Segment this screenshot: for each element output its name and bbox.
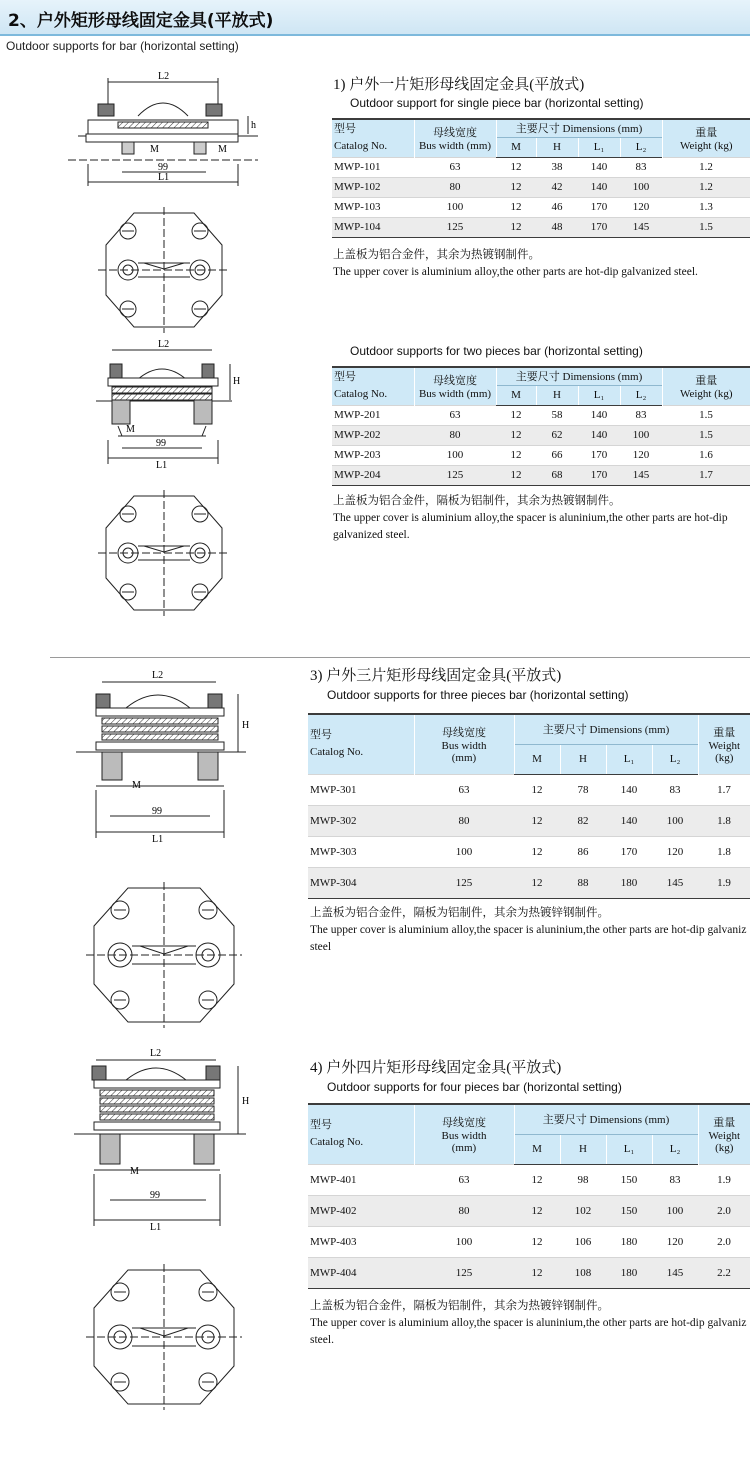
section-4-note-cn: 上盖板为铝合金件，隔板为铝制件，其余为热镀锌钢制件。 [310,1300,609,1312]
cell-m: 12 [496,157,536,177]
section-2-note-cn: 上盖板为铝合金件，隔板为铝制件，其余为热镀钢制件。 [333,495,621,507]
cell-m: 12 [496,217,536,237]
cell-bus-width: 63 [414,405,496,425]
cell-bus-width: 125 [414,465,496,485]
cell-catalog: MWP-304 [308,867,414,898]
table-row [308,805,750,836]
cell-m: 12 [514,836,560,867]
section-2-note-en-1: The upper cover is aluminium alloy,the spacer is aluninium,the other parts are hot-dip [333,512,728,524]
label-l1: L1 [158,172,170,183]
label-l1-4: L1 [150,1222,162,1233]
cell-l1: 150 [606,1195,652,1226]
section-2-subtitle: Outdoor supports for two pieces bar (horizontal setting) [350,344,643,358]
cell-l1: 180 [606,1226,652,1257]
drawing-four-top-view [84,1262,244,1412]
cell-weight: 1.9 [698,1164,750,1195]
header-h: H [536,385,578,405]
section-3-note [310,905,750,956]
cell-bus-width: 100 [414,197,496,217]
table-row [332,157,750,177]
header-l2: L₂ [652,1134,698,1164]
label-99-3: 99 [152,806,162,817]
header-catalog: 型号 Catalog No. [308,714,414,774]
cell-h: 102 [560,1195,606,1226]
cell-l1: 140 [606,805,652,836]
table-row [308,836,750,867]
label-m-4: M [130,1166,139,1177]
table-row [332,405,750,425]
cell-bus-width: 80 [414,177,496,197]
cell-l2: 100 [620,177,662,197]
cell-l2: 145 [652,867,698,898]
cell-bus-width: 125 [414,1257,514,1288]
cell-weight: 1.5 [662,425,750,445]
cell-m: 12 [496,197,536,217]
cell-l1: 170 [578,445,620,465]
cell-l1: 140 [606,774,652,805]
drawing-three-top-view [84,880,244,1030]
label-m2: M [218,144,227,155]
cell-catalog: MWP-101 [332,157,414,177]
section-1-note-cn: 上盖板为铝合金件，其余为热镀钢制件。 [333,249,540,261]
cell-weight: 2.0 [698,1226,750,1257]
cell-h: 66 [536,445,578,465]
cell-catalog: MWP-202 [332,425,414,445]
cell-weight: 2.2 [698,1257,750,1288]
cell-h: 106 [560,1226,606,1257]
cell-l1: 140 [578,157,620,177]
table-row [308,774,750,805]
section-4-table [308,1103,750,1289]
cell-weight: 1.7 [698,774,750,805]
cell-weight: 1.3 [662,197,750,217]
cell-h: 46 [536,197,578,217]
cell-h: 88 [560,867,606,898]
header-catalog: 型号 Catalog No. [332,367,414,405]
section-3-subtitle: Outdoor supports for three pieces bar (horizontal setting) [327,688,629,702]
cell-catalog: MWP-201 [332,405,414,425]
label-99-2: 99 [156,438,166,449]
cell-bus-width: 63 [414,157,496,177]
cell-l2: 83 [620,157,662,177]
cell-weight: 1.8 [698,805,750,836]
table-row [308,1257,750,1288]
cell-h: 78 [560,774,606,805]
cell-catalog: MWP-403 [308,1226,414,1257]
header-l1: L₁ [578,385,620,405]
cell-l2: 100 [652,805,698,836]
section-4-subtitle: Outdoor supports for four pieces bar (horizontal setting) [327,1080,622,1094]
cell-l1: 170 [606,836,652,867]
header-bus-width: 母线宽度 Bus width (mm) [414,1104,514,1164]
header-h: H [536,137,578,157]
header-weight: 重量 Weight (kg) [662,119,750,157]
cell-l2: 145 [620,217,662,237]
header-catalog: 型号 Catalog No. [308,1104,414,1164]
section-2-note [333,493,728,544]
cell-l1: 170 [578,197,620,217]
cell-catalog: MWP-104 [332,217,414,237]
cell-m: 12 [496,465,536,485]
header-dimensions: 主要尺寸 Dimensions (mm) [514,1104,698,1134]
cell-catalog: MWP-301 [308,774,414,805]
cell-l1: 180 [606,1257,652,1288]
cell-catalog: MWP-203 [332,445,414,465]
label-l1-3: L1 [152,834,164,845]
header-l2: L₂ [652,744,698,774]
cell-m: 12 [514,1195,560,1226]
header-l1: L₁ [606,744,652,774]
section-1-table [332,118,750,238]
cell-bus-width: 125 [414,867,514,898]
cell-bus-width: 80 [414,1195,514,1226]
cell-m: 12 [496,425,536,445]
cell-bus-width: 63 [414,1164,514,1195]
drawing-single-side-view [58,68,268,193]
cell-bus-width: 63 [414,774,514,805]
section-3-title: 3) 户外三片矩形母线固定金具(平放式) [310,668,562,684]
cell-m: 12 [514,805,560,836]
header-weight: 重量 Weight (kg) [662,367,750,405]
cell-l2: 120 [652,1226,698,1257]
header-m: M [514,1134,560,1164]
header-l1: L₁ [606,1134,652,1164]
cell-l2: 120 [652,836,698,867]
section-3-note-en-1: The upper cover is aluminium alloy,the spacer is aluninium,the other parts are hot-dip galvaniz [310,924,747,936]
cell-h: 86 [560,836,606,867]
cell-weight: 1.6 [662,445,750,465]
cell-h: 42 [536,177,578,197]
header-m: M [496,385,536,405]
cell-h: 82 [560,805,606,836]
cell-bus-width: 80 [414,425,496,445]
header-m: M [496,137,536,157]
cell-l2: 120 [620,197,662,217]
cell-catalog: MWP-204 [332,465,414,485]
page-subtitle: Outdoor supports for bar (horizontal setting) [6,39,239,53]
cell-l1: 180 [606,867,652,898]
cell-bus-width: 100 [414,836,514,867]
section-2-note-en-2: galvanized steel. [333,529,410,541]
header-bus-width: 母线宽度 Bus width (mm) [414,714,514,774]
cell-bus-width: 80 [414,805,514,836]
cell-catalog: MWP-302 [308,805,414,836]
section-2-table [332,366,750,486]
cell-l2: 83 [652,1164,698,1195]
drawing-four-side-view [66,1044,256,1234]
page-header [0,0,750,36]
cell-h: 62 [536,425,578,445]
cell-weight: 1.2 [662,177,750,197]
drawing-single-top-view [94,205,234,335]
cell-l1: 170 [578,217,620,237]
table-row [308,1195,750,1226]
table-row [308,1226,750,1257]
cell-catalog: MWP-102 [332,177,414,197]
cell-weight: 2.0 [698,1195,750,1226]
cell-l2: 83 [620,405,662,425]
drawing-two-top-view [94,488,234,618]
cell-l1: 170 [578,465,620,485]
header-bus-width: 母线宽度 Bus width (mm) [414,367,496,405]
section-1-title: 1) 户外一片矩形母线固定金具(平放式) [333,77,585,93]
label-l2: L2 [158,71,170,82]
section-3-note-cn: 上盖板为铝合金件，隔板为铝制件，其余为热镀锌钢制件。 [310,907,609,919]
cell-weight: 1.7 [662,465,750,485]
cell-l1: 140 [578,177,620,197]
table-row [332,177,750,197]
cell-catalog: MWP-402 [308,1195,414,1226]
table-row [308,867,750,898]
header-l1: L₁ [578,137,620,157]
cell-catalog: MWP-303 [308,836,414,867]
header-weight: 重量 Weight (kg) [698,1104,750,1164]
section-1-subtitle: Outdoor support for single piece bar (horizontal setting) [350,96,644,110]
cell-weight: 1.5 [662,217,750,237]
table-row [332,217,750,237]
header-bus-width: 母线宽度 Bus width (mm) [414,119,496,157]
cell-bus-width: 100 [414,1226,514,1257]
header-m: M [514,744,560,774]
section-divider [50,657,750,658]
label-h-2: H [233,376,241,387]
cell-m: 12 [496,445,536,465]
label-h-small: h [251,120,256,131]
cell-h: 58 [536,405,578,425]
label-99: 99 [158,162,168,173]
cell-h: 98 [560,1164,606,1195]
cell-bus-width: 125 [414,217,496,237]
cell-h: 38 [536,157,578,177]
cell-l2: 100 [620,425,662,445]
label-m-3: M [132,780,141,791]
cell-catalog: MWP-404 [308,1257,414,1288]
cell-l2: 83 [652,774,698,805]
cell-m: 12 [514,1226,560,1257]
table-row [332,197,750,217]
section-4-note [310,1298,750,1349]
label-h-3: H [242,720,250,731]
cell-l2: 120 [620,445,662,465]
table-row [332,445,750,465]
label-h-4: H [242,1096,250,1107]
cell-catalog: MWP-103 [332,197,414,217]
label-l2-3: L2 [152,670,164,681]
header-h: H [560,744,606,774]
table-row [308,1164,750,1195]
section-1-note-en: The upper cover is aluminium alloy,the other parts are hot-dip galvanized steel. [333,266,698,278]
cell-weight: 1.2 [662,157,750,177]
cell-m: 12 [514,1164,560,1195]
label-l2-2: L2 [158,339,170,350]
label-l2-4: L2 [150,1048,162,1059]
section-4-note-en-1: The upper cover is aluminium alloy,the spacer is aluninium,the other parts are hot-dip galvaniz [310,1317,747,1329]
section-4-title: 4) 户外四片矩形母线固定金具(平放式) [310,1060,562,1076]
drawing-two-side-view [82,336,252,472]
section-4-note-en-2: steel. [310,1334,334,1346]
cell-weight: 1.9 [698,867,750,898]
label-m-2: M [126,424,135,435]
cell-l2: 145 [652,1257,698,1288]
header-h: H [560,1134,606,1164]
cell-bus-width: 100 [414,445,496,465]
cell-l1: 150 [606,1164,652,1195]
header-dimensions: 主要尺寸 Dimensions (mm) [496,119,662,137]
header-catalog: 型号 Catalog No. [332,119,414,157]
cell-weight: 1.5 [662,405,750,425]
header-dimensions: 主要尺寸 Dimensions (mm) [496,367,662,385]
section-1-note [333,247,698,281]
table-row [332,425,750,445]
cell-catalog: MWP-401 [308,1164,414,1195]
header-l2: L₂ [620,137,662,157]
cell-l2: 100 [652,1195,698,1226]
header-weight: 重量 Weight (kg) [698,714,750,774]
page-title: 2、户外矩形母线固定金具(平放式) [8,11,274,31]
cell-weight: 1.8 [698,836,750,867]
cell-l1: 140 [578,405,620,425]
cell-m: 12 [514,867,560,898]
cell-h: 48 [536,217,578,237]
cell-m: 12 [496,177,536,197]
cell-m: 12 [496,405,536,425]
cell-h: 68 [536,465,578,485]
section-3-note-en-2: steel [310,941,332,953]
cell-l2: 145 [620,465,662,485]
cell-m: 12 [514,774,560,805]
label-l1-2: L1 [156,460,168,471]
cell-m: 12 [514,1257,560,1288]
header-l2: L₂ [620,385,662,405]
section-3-table [308,713,750,899]
cell-h: 108 [560,1257,606,1288]
label-99-4: 99 [150,1190,160,1201]
table-row [332,465,750,485]
drawing-three-side-view [66,666,256,846]
header-dimensions: 主要尺寸 Dimensions (mm) [514,714,698,744]
label-m: M [150,144,159,155]
cell-l1: 140 [578,425,620,445]
